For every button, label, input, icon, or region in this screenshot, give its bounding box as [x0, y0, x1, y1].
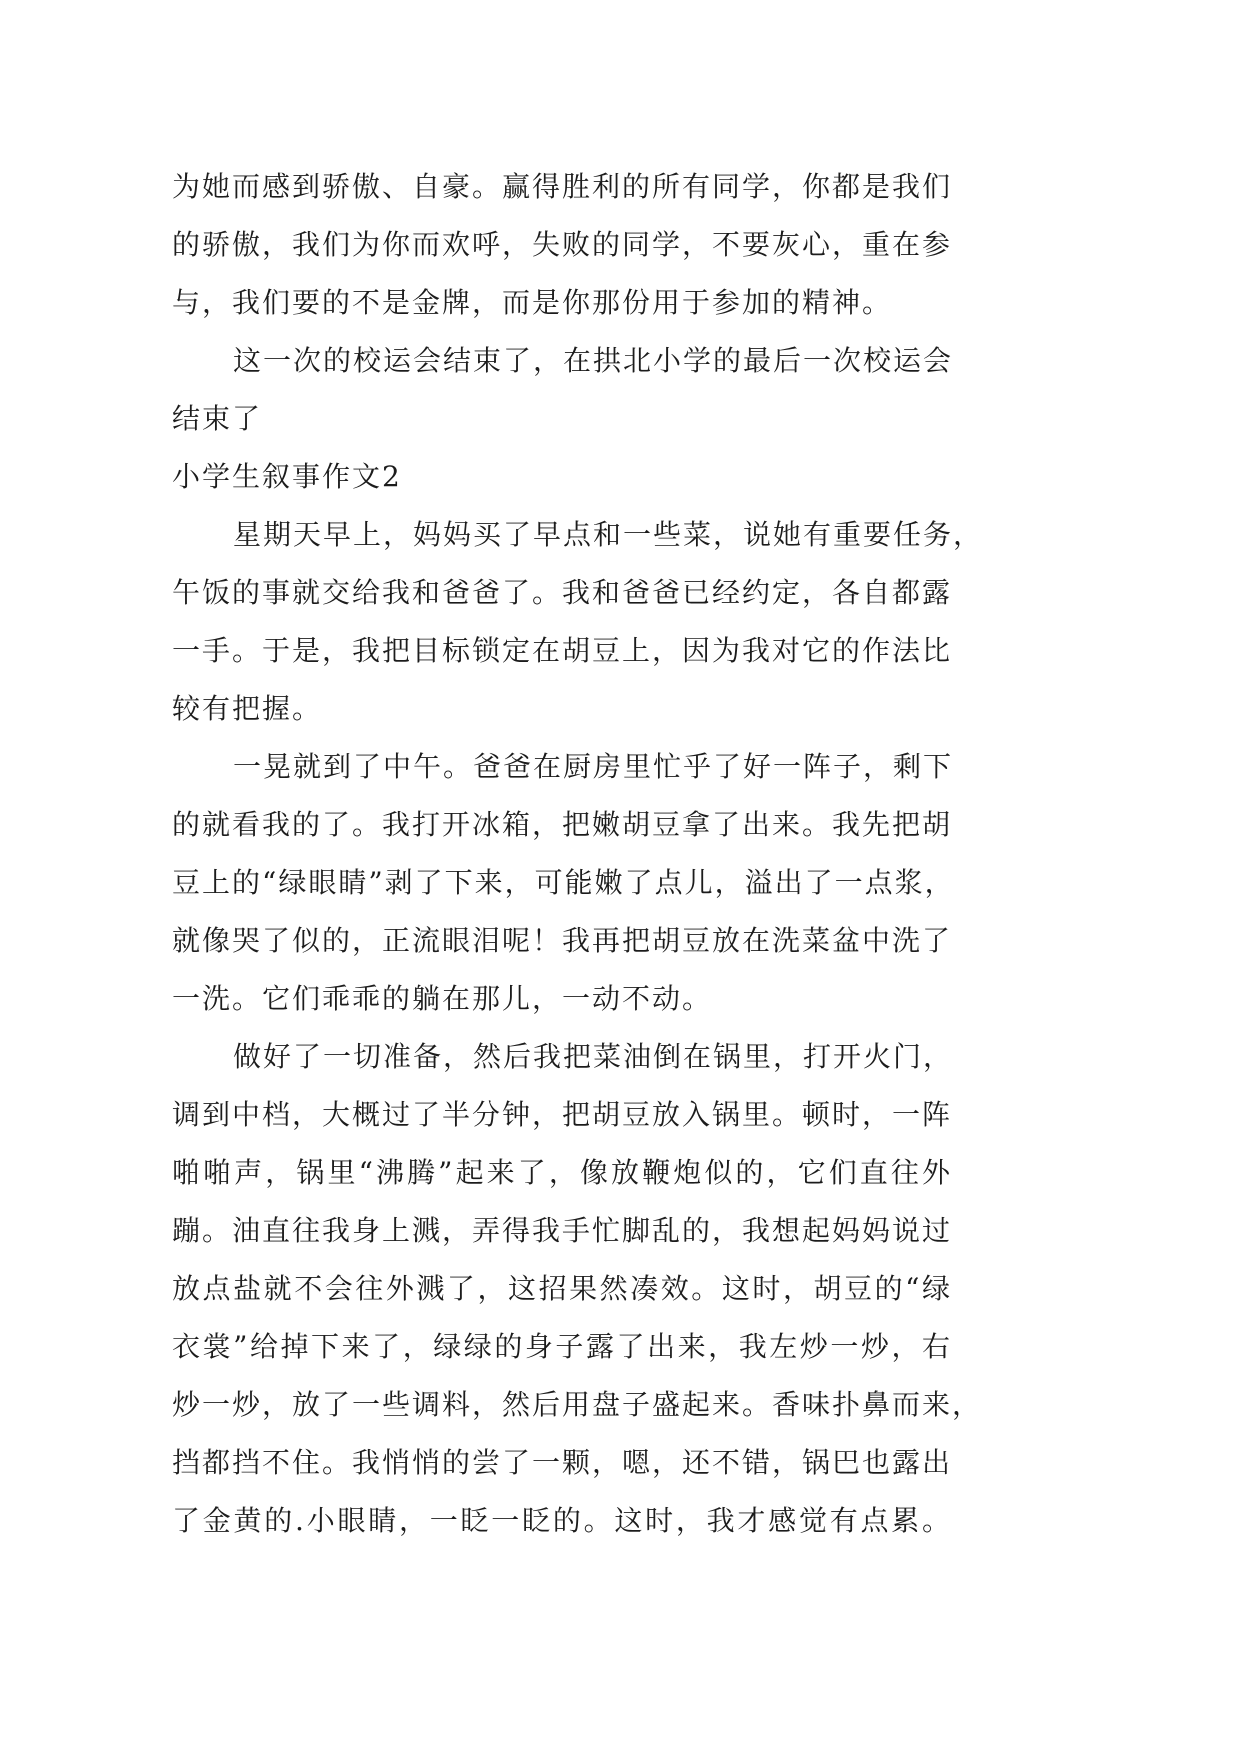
text-line: 放点盐就不会往外溅了，这招果然凑效。这时，胡豆的“绿: [172, 1272, 952, 1305]
text-line: 这一次的校运会结束了，在拱北小学的最后一次校运会: [233, 344, 954, 377]
text-line: 豆上的“绿眼睛”剥了下来，可能嫩了点儿，溢出了一点浆，: [172, 866, 955, 899]
paragraph: [172, 158, 952, 332]
text-line: 一手。于是，我把目标锁定在胡豆上，因为我对它的作法比: [172, 634, 953, 667]
text-line: 结束了: [172, 402, 263, 435]
text-line: 的骄傲，我们为你而欢呼，失败的同学，不要灰心，重在参: [172, 228, 953, 261]
essay-title: 小学生叙事作文2: [172, 460, 402, 493]
text-line: 啪啪声，锅里“沸腾”起来了，像放鞭炮似的，它们直往外: [172, 1156, 952, 1189]
text-line: 较有把握。: [172, 692, 323, 725]
paragraph: [172, 506, 984, 738]
previous-essay-ending: [172, 158, 952, 448]
text-line: 了金黄的.小眼睛，一眨一眨的。这时，我才感觉有点累。: [172, 1504, 952, 1537]
paragraph: [172, 1028, 983, 1550]
essay: [172, 448, 984, 1550]
text-line: 衣裳”给掉下来了，绿绿的身子露了出来，我左炒一炒，右: [172, 1330, 952, 1363]
text-line: 午饭的事就交给我和爸爸了。我和爸爸已经约定，各自都露: [172, 576, 953, 609]
text-line: 星期天早上，妈妈买了早点和一些菜，说她有重要任务，: [233, 518, 984, 551]
text-line: 的就看我的了。我打开冰箱，把嫩胡豆拿了出来。我先把胡: [172, 808, 953, 841]
text-line: 为她而感到骄傲、自豪。赢得胜利的所有同学，你都是我们: [172, 170, 953, 203]
text-line: 一洗。它们乖乖的躺在那儿，一动不动。: [172, 982, 713, 1015]
paragraph: [172, 332, 952, 448]
text-line: 与，我们要的不是金牌，而是你那份用于参加的精神。: [172, 286, 893, 319]
document-body: [172, 158, 984, 1550]
text-line: 挡都挡不住。我悄悄的尝了一颗，嗯，还不错，锅巴也露出: [172, 1446, 953, 1479]
text-line: 调到中档，大概过了半分钟，把胡豆放入锅里。顿时，一阵: [172, 1098, 953, 1131]
text-line: 就像哭了似的，正流眼泪呢！我再把胡豆放在洗菜盆中洗了: [172, 924, 953, 957]
paragraph: [172, 738, 955, 1028]
text-line: 炒一炒，放了一些调料，然后用盘子盛起来。香味扑鼻而来，: [172, 1388, 983, 1421]
text-line: 蹦。油直往我身上溅，弄得我手忙脚乱的，我想起妈妈说过: [172, 1214, 953, 1247]
text-line: 做好了一切准备，然后我把菜油倒在锅里，打开火门，: [233, 1040, 954, 1073]
text-line: 一晃就到了中午。爸爸在厨房里忙乎了好一阵子，剩下: [233, 750, 954, 783]
